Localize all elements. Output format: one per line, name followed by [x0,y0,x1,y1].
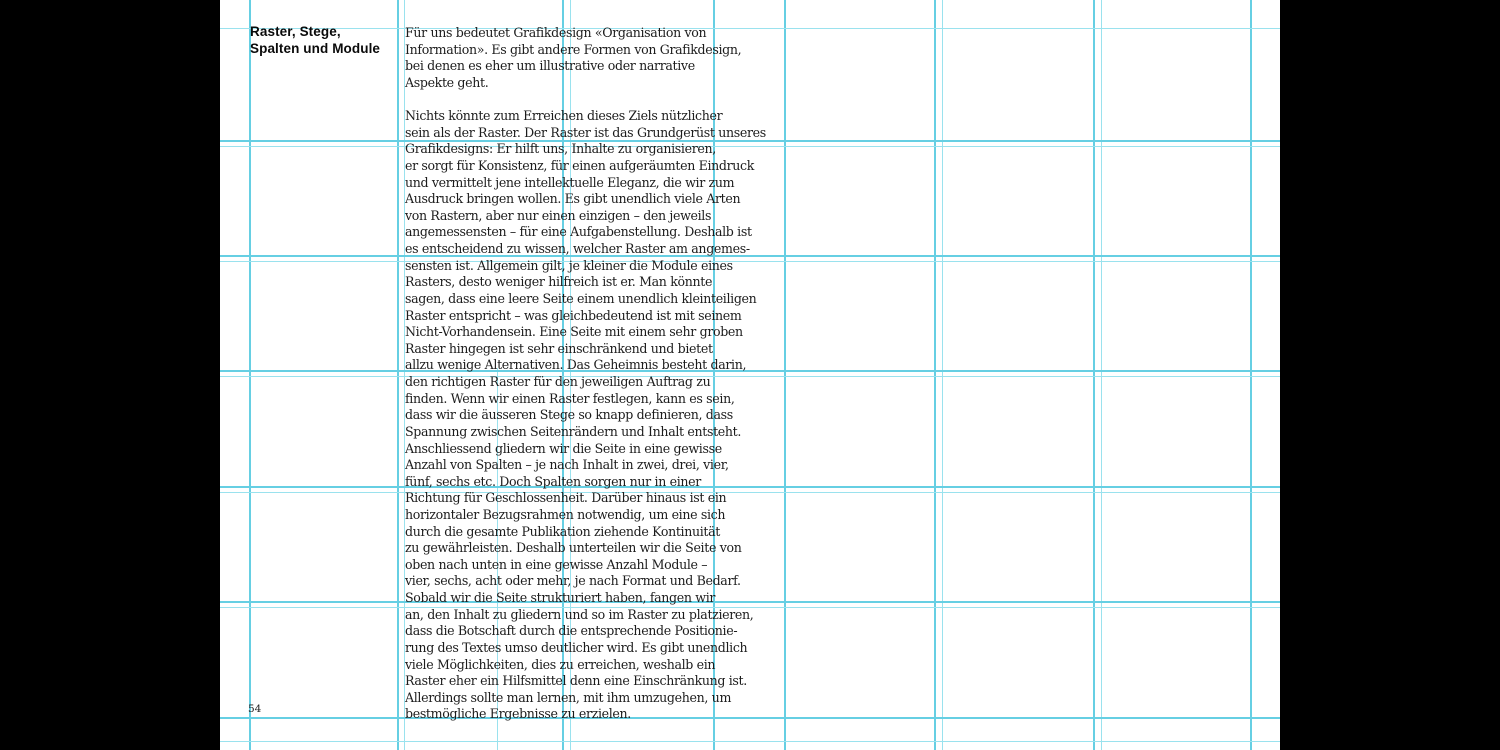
body-text-line: angemessensten – für eine Aufgabenstellung. Deshalb ist [405,224,752,240]
body-text-line: Raster hingegen ist sehr einschränkend und bietet [405,340,713,356]
grid-line-vertical [934,0,936,750]
body-text-line: Ausdruck bringen wollen. Es gibt unendlich viele Arten [405,191,741,207]
grid-line-horizontal [220,486,1280,488]
body-text-line: er sorgt für Konsistenz, für einen aufgeräumten Eindruck [405,157,755,173]
grid-line-horizontal [220,492,1280,493]
body-text-line: zu gewährleisten. Deshalb unterteilen wir die Seite von [405,540,742,556]
body-text-line: vier, sechs, acht oder mehr, je nach Format und Bedarf. [405,573,741,589]
body-text-line: bei denen es eher um illustrative oder narrative [405,58,695,74]
body-text-line: Anschliessend gliedern wir die Seite in eine gewisse [405,440,722,456]
body-text-line: bestmögliche Ergebnisse zu erzielen. [405,706,631,722]
body-text-line: Richtung für Geschlossenheit. Darüber hinaus ist ein [405,490,727,506]
body-text-line: allzu wenige Alternativen. Das Geheimnis besteht darin, [405,357,747,373]
body-text-line: Anzahl von Spalten – je nach Inhalt in zwei, drei, vier, [405,457,729,473]
body-text-line: Allerdings sollte man lernen, mit ihm umzugehen, um [405,689,732,705]
black-background-left [0,0,220,750]
grid-line-horizontal [220,370,1280,372]
grid-line-horizontal [220,376,1280,377]
body-text-line: dass wir die äusseren Stege so knapp definieren, dass [405,407,733,423]
body-text-line: Grafikdesigns: Er hilft uns, Inhalte zu organisieren, [405,141,716,157]
body-text-line: Nicht-Vorhandensein. Eine Seite mit einem sehr groben [405,324,743,340]
grid-line-horizontal [220,601,1280,603]
body-text-line: Rasters, desto weniger hilfreich ist er. Man könnte [405,274,713,290]
body-text-line: von Rastern, aber nur einen einzigen – den jeweils [405,207,712,223]
grid-line-vertical [397,0,399,750]
grid-line-vertical [784,0,786,750]
body-text-line: durch die gesamte Publikation ziehende Kontinuität [405,523,721,539]
body-text-line: Information». Es gibt andere Formen von Grafikdesign, [405,41,742,57]
grid-line-horizontal [220,255,1280,257]
body-text-line: Spannung zwischen Seitenrändern und Inhalt entsteht. [405,423,742,439]
body-text-line: rung des Textes umso deutlicher wird. Es gibt unendlich [405,639,748,655]
body-text-line: finden. Wenn wir einen Raster festlegen, kann es sein, [405,390,735,406]
grid-line-vertical [249,0,251,750]
section-heading-line1: Raster, Stege, [250,24,341,39]
page-number: 54 [248,703,262,715]
grid-line-vertical [1101,0,1102,750]
grid-line-horizontal [220,261,1280,262]
body-text-line: Nichts könnte zum Erreichen dieses Ziels nützlicher [405,108,723,124]
grid-line-vertical [1250,0,1252,750]
body-text-line: Raster eher ein Hilfsmittel denn eine Einschränkung ist. [405,673,747,689]
section-heading [250,24,380,57]
book-page [220,0,1280,750]
body-text-line: Sobald wir die Seite strukturiert haben, fangen wir [405,590,716,606]
body-text-line: Für uns bedeutet Grafikdesign «Organisation von [405,25,707,40]
black-background-right [1280,0,1500,750]
grid-line-vertical [1093,0,1095,750]
body-text-line: viele Möglichkeiten, dies zu erreichen, weshalb ein [405,656,716,672]
grid-line-horizontal [220,717,1280,719]
section-heading-line2: Spalten und Module [250,40,381,56]
body-text-line: fünf, sechs etc. Doch Spalten sorgen nur in einer [405,473,701,489]
body-text-line: dass die Botschaft durch die entsprechende Positionie- [405,623,738,639]
body-text-line: es entscheidend zu wissen, welcher Raster am angemes- [405,241,750,257]
body-text-line: und vermittelt jene intellektuelle Eleganz, die wir zum [405,174,735,190]
body-text-line: horizontaler Bezugsrahmen notwendig, um eine sich [405,506,726,522]
body-text-line: Raster entspricht – was gleichbedeutend ist mit seinem [405,307,742,323]
body-text-line: Aspekte geht. [405,74,489,90]
body-text-line: an, den Inhalt zu gliedern und so im Raster zu platzieren, [405,606,754,622]
body-text-line: sensten ist. Allgemein gilt, je kleiner die Module eines [405,257,733,273]
grid-line-vertical [942,0,943,750]
body-text-line: sagen, dass eine leere Seite einem unendlich kleinteiligen [405,290,757,306]
grid-line-horizontal [220,741,1280,742]
body-text-line: oben nach unten in eine gewisse Anzahl Module – [405,556,708,572]
body-text-line: den richtigen Raster für den jeweiligen Auftrag zu [405,374,711,390]
grid-line-horizontal [220,146,1280,147]
body-text-line: sein als der Raster. Der Raster ist das Grundgerüst unseres [405,124,766,140]
